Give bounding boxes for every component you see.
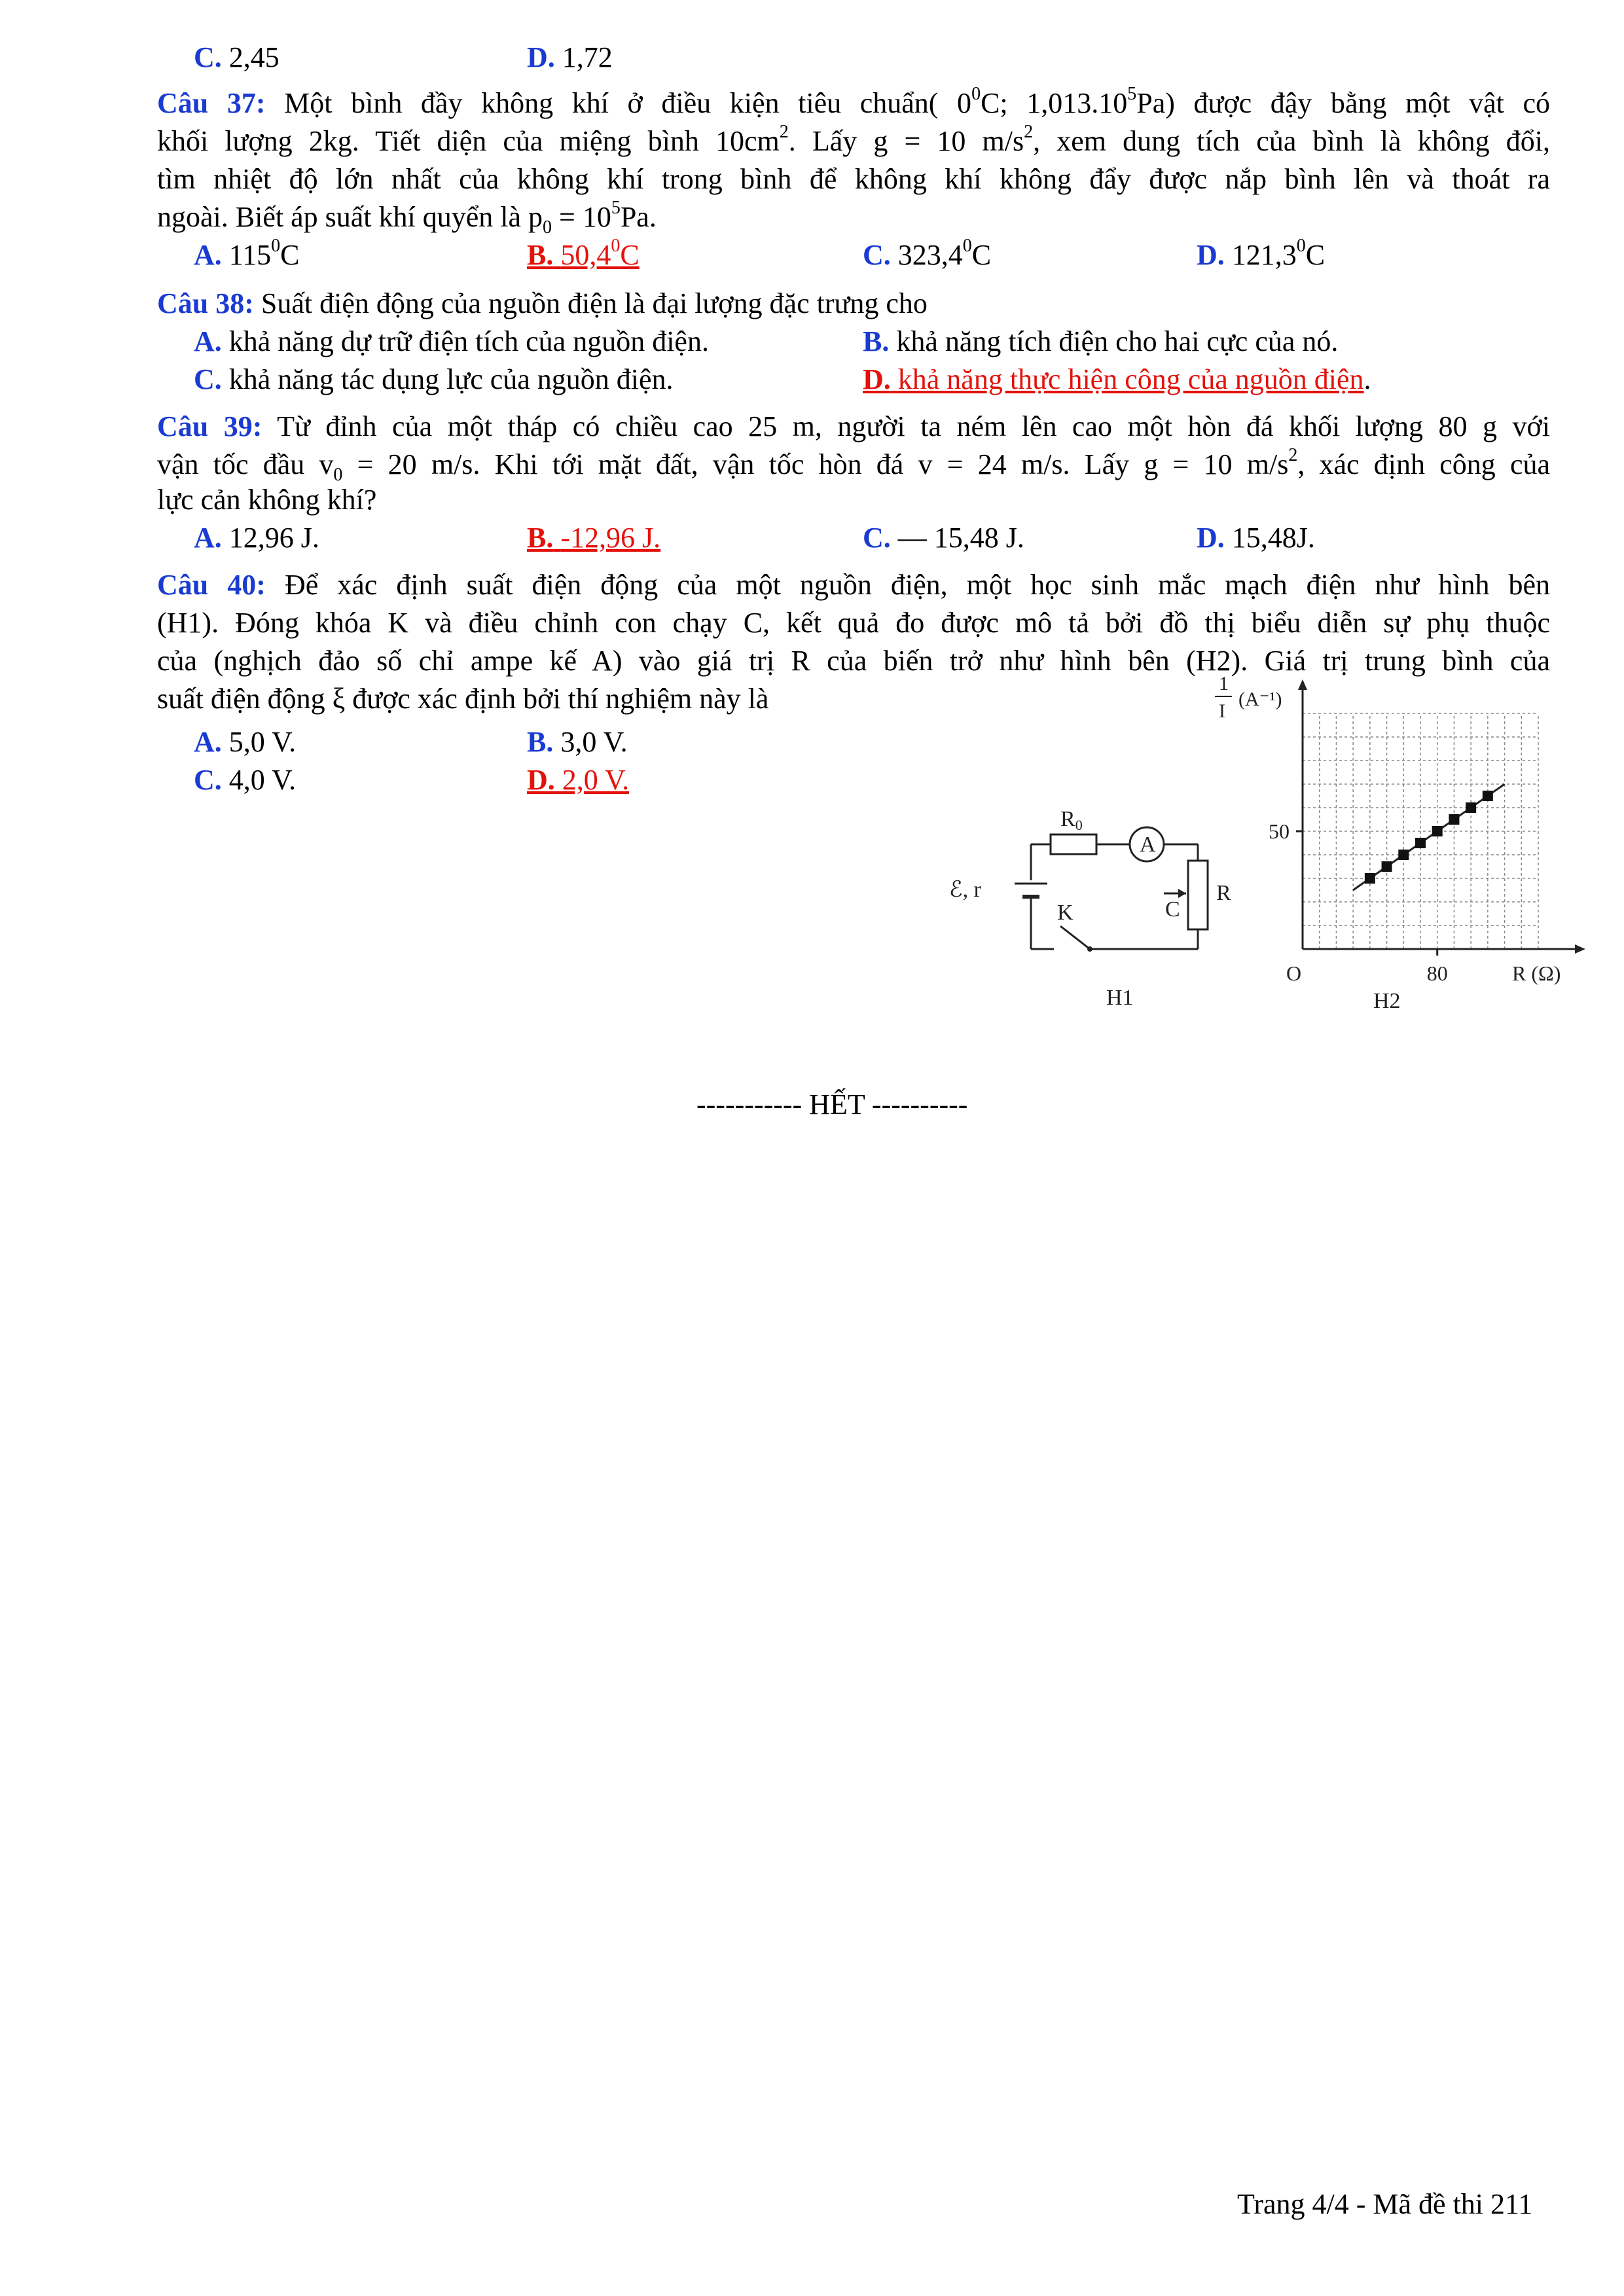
h1-caption: H1 <box>1106 986 1134 1010</box>
data-point <box>1432 826 1443 836</box>
q38-option-b[interactable]: B. khả năng tích điện cho hai cực của nó. <box>863 325 1339 357</box>
q37-option-a[interactable]: A. $115^0C$ <box>194 236 300 271</box>
q40-line-1: Câu 40: Để xác định suất điện động của một nguồn điện, một học sinh mắc mạch điện như hình bên <box>157 569 1551 601</box>
x-axis-arrow <box>1575 944 1585 954</box>
y-axis-unit: (A⁻¹) <box>1238 689 1282 710</box>
q38-option-d[interactable]: D. khả năng thực hiện công của nguồn điện. <box>863 363 1371 395</box>
data-point <box>1466 802 1476 813</box>
q38-option-a[interactable]: A. khả năng dự trữ điện tích của nguồn điện. <box>194 325 709 357</box>
q40-option-d[interactable]: D. 2,0 V. <box>527 764 630 796</box>
q37-line-3: tìm nhiệt độ lớn nhất của không khí trong bình để không khí không đẩy được nắp bình lên và thoát ra <box>157 163 1550 195</box>
q37-option-c[interactable]: C. 323,4$^0$C <box>863 236 992 271</box>
h2-caption: H2 <box>1373 989 1401 1013</box>
q37-line-4: ngoài. Biết áp suất khí quyển là $p_0 = 10^5Pa$. <box>157 198 657 238</box>
data-point <box>1365 873 1375 884</box>
q40-option-b[interactable]: B. 3,0 V. <box>527 726 628 758</box>
q38-option-c[interactable]: C. khả năng tác dụng lực của nguồn điện. <box>194 363 674 395</box>
q39-option-b[interactable]: B. -12,96 J. <box>527 522 661 554</box>
q40-option-c[interactable]: C. 4,0 V. <box>194 764 297 796</box>
q40-line-4: suất điện động ξ được xác định bởi thí nghiệm này là <box>157 683 769 715</box>
y-tick-label-50: 50 <box>1269 819 1290 843</box>
r0-label: R0 <box>1060 807 1083 833</box>
ammeter-label: A <box>1140 833 1156 857</box>
rheostat-label: R <box>1216 881 1231 905</box>
x-tick-label-80: 80 <box>1426 961 1448 985</box>
page-footer: Trang 4/4 - Mã đề thi 211 <box>1237 2188 1533 2220</box>
graph-axes <box>1296 679 1585 956</box>
resistor-r0 <box>1051 834 1096 854</box>
prev-option-c: C. 2,45 <box>194 41 280 73</box>
graph-grid <box>1303 713 1538 949</box>
q38-stem: Câu 38: Suất điện động của nguồn điện là đại lượng đặc trưng cho <box>157 287 928 319</box>
q40-line-2: (H1). Đóng khóa K và điều chỉnh con chạy C, kết quả đo được mô tả bởi đồ thị biểu diễn sự phụ thuộc <box>157 607 1550 639</box>
y-axis-numerator: 1 <box>1219 673 1229 694</box>
q39-option-a[interactable]: A. 12,96 J. <box>194 522 319 554</box>
slider-label: C <box>1165 897 1180 922</box>
q39-line-2: vận tốc đầu $v_0 = 20$ m/s. Khi tới mặt đất, vận tốc hòn đá v = 24 m/s. Lấy g = 10 $m/s^2$, xác định công của <box>157 445 1550 485</box>
graph-h2 <box>1185 668 1604 1021</box>
switch-label: K <box>1057 901 1074 925</box>
q37-option-b[interactable]: B. 50,4$^0$C <box>527 236 640 271</box>
q40-line-3: của (nghịch đảo số chỉ ampe kế A) vào giá trị R của biến trở như hình bên (H2). Giá trị trung bình của <box>157 645 1550 677</box>
q39-line-3: lực cản không khí? <box>157 484 377 516</box>
y-axis-denominator: I <box>1219 700 1225 722</box>
q39-option-d[interactable]: D. 15,48J. <box>1197 522 1315 554</box>
q37-line-2: khối lượng 2kg. Tiết diện của miệng bình $10cm^2$. Lấy g = 10 $m/s^2$, xem dung tích của bình là không đổi, <box>157 122 1550 157</box>
q37-option-d[interactable]: D. 121,3$^0$C <box>1197 236 1326 271</box>
data-point <box>1382 861 1392 872</box>
data-point <box>1449 814 1459 825</box>
q39-option-c[interactable]: C. — 15,48 J. <box>863 522 1024 554</box>
prev-option-d: D. 1,72 <box>527 41 613 73</box>
switch-contact <box>1087 946 1092 952</box>
origin-label: O <box>1286 961 1302 985</box>
data-point <box>1398 850 1409 860</box>
y-axis-arrow <box>1298 679 1307 690</box>
x-axis-label: R (Ω) <box>1512 961 1561 985</box>
end-marker: ----------- HẾT ---------- <box>696 1088 968 1121</box>
q40-option-a[interactable]: A. 5,0 V. <box>194 726 297 758</box>
q37-line-1: Câu 37: Một bình đầy không khí ở điều kiện tiêu chuẩn( $0^0C$; 1,013.10$^5$Pa) được đậy bằng một vật có <box>157 84 1551 119</box>
data-point <box>1415 838 1426 848</box>
source-label: ℰ, r <box>949 878 981 902</box>
fit-line <box>1353 784 1504 890</box>
data-point <box>1483 791 1493 801</box>
q39-line-1: Câu 39: Từ đỉnh của một tháp có chiều cao 25 m, người ta ném lên cao một hòn đá khối lượng 80 g với <box>157 410 1550 442</box>
switch-k <box>1060 926 1090 949</box>
